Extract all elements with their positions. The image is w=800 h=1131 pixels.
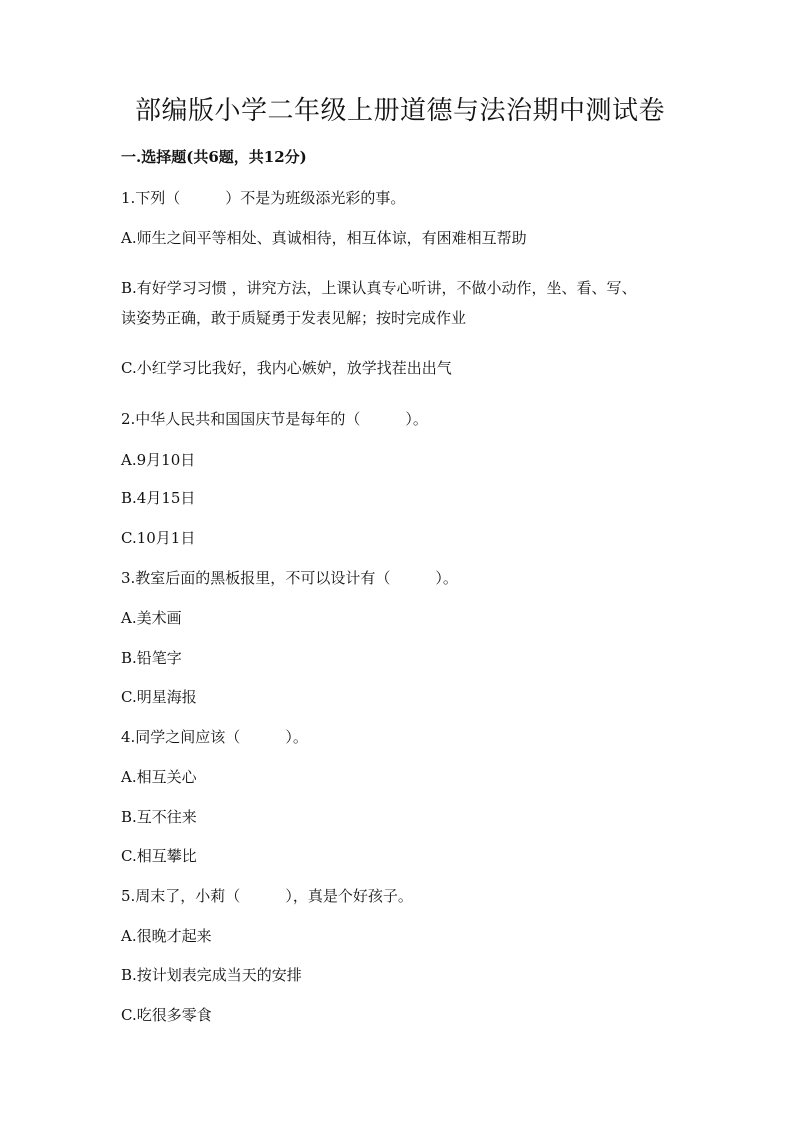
document-title: 部编版小学二年级上册道德与法治期中测试卷 (134, 96, 665, 126)
question-3-option-c: C.明星海报 (121, 688, 197, 706)
question-2-option-c: C.10月1日 (121, 529, 196, 547)
question-3-option-b: B.铅笔字 (121, 649, 182, 667)
question-3-stem: 3.教室后面的黑板报里，不可以设计有（ ）。 (121, 569, 458, 587)
question-1-option-b: B.有好学习习惯 ，讲究方法，上课认真专心听讲，不做小动作，坐、看、写、 (121, 279, 637, 297)
question-1-stem: 1.下列（ ）不是为班级添光彩的事。 (121, 189, 406, 207)
question-1-option-b-continued: 读姿势正确，敢于质疑勇于发表见解；按时完成作业 (121, 309, 467, 327)
question-4-option-c: C.相互攀比 (121, 847, 197, 865)
question-4-option-b: B.互不往来 (121, 808, 197, 826)
question-5-option-b: B.按计划表完成当天的安排 (121, 966, 302, 984)
question-3-option-a: A.美术画 (121, 609, 182, 627)
question-4-option-a: A.相互关心 (121, 768, 197, 786)
question-5-stem: 5.周末了，小莉（ ），真是个好孩子。 (121, 887, 413, 905)
question-5-option-a: A.很晚才起来 (121, 927, 212, 945)
question-2-option-a: A.9月10日 (121, 451, 196, 469)
section-heading: 一.选择题(共6题，共12分) (121, 148, 307, 166)
question-2-option-b: B.4月15日 (121, 489, 196, 507)
question-4-stem: 4.同学之间应该（ ）。 (121, 728, 308, 746)
question-1-option-a: A.师生之间平等相处、真诚相待，相互体谅，有困难相互帮助 (121, 229, 527, 247)
question-1-option-c: C.小红学习比我好，我内心嫉妒，放学找茬出出气 (121, 359, 452, 377)
question-5-option-c: C.吃很多零食 (121, 1006, 212, 1024)
question-2-stem: 2.中华人民共和国国庆节是每年的（ ）。 (121, 410, 428, 428)
